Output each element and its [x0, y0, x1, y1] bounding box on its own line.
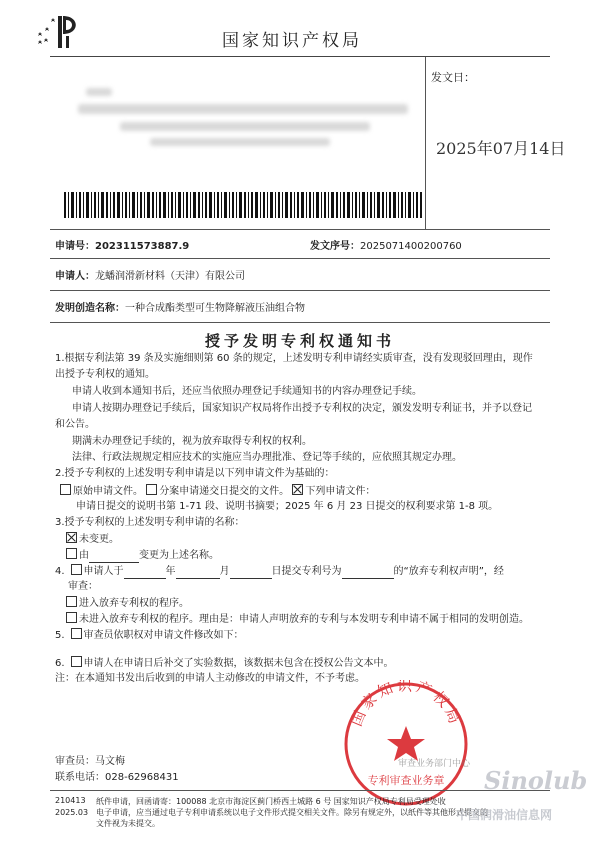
- blurred-address: [86, 88, 112, 96]
- blank-year: [124, 567, 166, 579]
- section-4-number: 4.: [55, 566, 65, 577]
- footer-line-3: 文件视为未提交。: [96, 819, 160, 828]
- phone-number: 028-62968431: [105, 772, 179, 783]
- section-2-title: 2.授予专利权的上述发明专利申请是以下列申请文件为基础的：: [55, 468, 335, 479]
- svg-text:国家知识产权局: [347, 680, 465, 729]
- phone-label: 联系电话：: [55, 772, 105, 783]
- examiner-name: 马文梅: [95, 756, 125, 767]
- option-following: 下列申请文件：: [305, 486, 376, 497]
- section-4-option-1: [66, 596, 189, 611]
- notice-title: 授予发明专利权通知书: [204, 332, 395, 350]
- phone-row: [55, 771, 179, 785]
- applicant-row: [55, 270, 245, 284]
- issue-date: 2025年07月14日: [436, 139, 566, 158]
- option-renamed-prefix: 由: [79, 550, 89, 561]
- checkbox-original: [60, 484, 71, 495]
- examiner-row: [55, 755, 125, 769]
- invention-row: [55, 302, 305, 316]
- blurred-address: [78, 104, 408, 114]
- section-4-line: [55, 564, 504, 579]
- section-4-option-2: [66, 612, 529, 627]
- section-5: [55, 628, 244, 643]
- section-3-option-2: [66, 548, 219, 563]
- checkbox-waiver: [71, 564, 82, 575]
- blank-month: [176, 567, 220, 579]
- section-2-options: [60, 484, 375, 499]
- application-number: 202311573887.9: [95, 241, 190, 252]
- section-2-detail: 申请日提交的说明书第 1-71 段、说明书摘要；2025 年 6 月 23 日提交的权利要求第 1-8 项。: [76, 501, 499, 512]
- document-number-label: 发文序号：: [310, 241, 360, 252]
- section-4-review: 审查：: [68, 581, 98, 592]
- section-5-number: 5.: [55, 630, 65, 641]
- section-1-line-1: 1.根据专利法第 39 条及实施细则第 60 条的规定，上述发明专利申请经实质审查，没有发现驳回理由，现作: [55, 353, 533, 364]
- invention-title-label: 发明创造名称：: [55, 303, 125, 314]
- section-1-sub-2-line-2: 和公告。: [55, 419, 95, 430]
- applicant-name: 龙蟠润滑新材料（天津）有限公司: [95, 271, 245, 282]
- office-name: 国家知识产权局: [222, 31, 362, 51]
- blurred-address: [150, 138, 330, 146]
- option-unchanged: 未变更。: [79, 534, 119, 545]
- section-6-number: 6.: [55, 658, 65, 669]
- notice-note: 注：在本通知书发出后收到的申请人主动修改的申请文件，不予考虑。: [55, 673, 365, 684]
- blank-patent-no: [342, 567, 394, 579]
- blank-day: [230, 567, 272, 579]
- option-divisional: 分案申请递交日提交的文件。: [159, 486, 290, 497]
- footer-line-1: 纸件申请，回函请寄：100088 北京市海淀区蓟门桥西土城路 6 号 国家知识产权局专利局受理处收: [96, 797, 446, 806]
- application-number-row: [55, 240, 189, 254]
- section-3-option-1: [66, 532, 119, 547]
- section-4-text-b: 日提交专利号为: [271, 566, 342, 577]
- invention-title: 一种合成酯类型可生物降解液压油组合物: [125, 303, 305, 314]
- watermark-site: 中国润滑油信息网: [456, 808, 553, 822]
- seal-subtext: 专利审查业务章: [367, 774, 445, 787]
- section-4-year: 年: [165, 566, 176, 577]
- checkbox-renamed: [66, 548, 77, 559]
- option-not-enter-waiver: 未进入放弃专利权的程序。理由是：申请人声明放弃的专利与本发明专利申请不属于相同的发明创造。: [79, 614, 529, 625]
- section-1-line-2: 出授予专利权的通知。: [55, 369, 155, 380]
- checkbox-experimental-data: [71, 656, 82, 667]
- section-5-text: 审查员依职权对申请文件修改如下：: [83, 630, 244, 641]
- watermark-brand: Sinolub: [484, 766, 588, 795]
- form-year: 2025.03: [55, 808, 89, 817]
- checkbox-amendment: [71, 628, 82, 639]
- checkbox-not-enter-waiver: [66, 612, 77, 623]
- examiner-label: 审查员：: [55, 756, 95, 767]
- applicant-label: 申请人：: [55, 271, 95, 282]
- document-number: 2025071400200760: [360, 241, 462, 252]
- checkbox-enter-waiver: [66, 596, 77, 607]
- form-code: 210413: [55, 796, 86, 805]
- checkbox-unchanged: [66, 532, 77, 543]
- option-original: 原始申请文件。: [73, 486, 143, 497]
- official-seal: [342, 680, 470, 808]
- document-number-row: [310, 240, 462, 254]
- option-enter-waiver: 进入放弃专利权的程序。: [79, 598, 189, 609]
- section-1-sub-3: 期满未办理登记手续的，视为放弃取得专利权的权利。: [72, 436, 312, 447]
- blurred-address: [120, 122, 370, 131]
- section-6: [55, 656, 394, 671]
- section-4-text-c: 的“放弃专利权声明”，经: [393, 566, 504, 577]
- seal-text: 国家知识产权局: [347, 680, 465, 729]
- section-1-sub-2-line-1: 申请人按期办理登记手续后，国家知识产权局将作出授予专利权的决定，颁发发明专利证书，并予以登记: [72, 403, 532, 414]
- section-1-sub-4: 法律、行政法规规定相应技术的实施应当办理批准、登记等手续的，应依照其规定办理。: [72, 452, 462, 463]
- application-number-label: 申请号：: [55, 241, 95, 252]
- blank-old-name: [89, 551, 139, 563]
- cnipa-logo: [36, 12, 84, 50]
- option-renamed-suffix: 变更为上述名称。: [139, 550, 219, 561]
- section-4-month: 月: [219, 566, 230, 577]
- barcode: [64, 192, 422, 218]
- checkbox-following: [292, 484, 303, 495]
- review-department-stamp: 审查业务部门中心: [398, 759, 471, 769]
- section-6-text: 申请人在申请日后补交了实验数据，该数据未包含在授权公告文本中。: [83, 658, 394, 669]
- footer-line-2: 电子申请，应当通过电子专利申请系统以电子文件形式提交相关文件。除另有规定外，以纸件等其他形式提交的: [96, 808, 488, 817]
- checkbox-divisional: [146, 484, 157, 495]
- section-4-text-a: 申请人于: [83, 566, 124, 577]
- issue-date-label: 发文日：: [431, 71, 475, 84]
- section-1-sub-1: 申请人收到本通知书后，还应当依照办理登记手续通知书的内容办理登记手续。: [72, 386, 422, 397]
- section-3-title: 3.授予专利权的上述发明专利申请的名称：: [55, 517, 245, 528]
